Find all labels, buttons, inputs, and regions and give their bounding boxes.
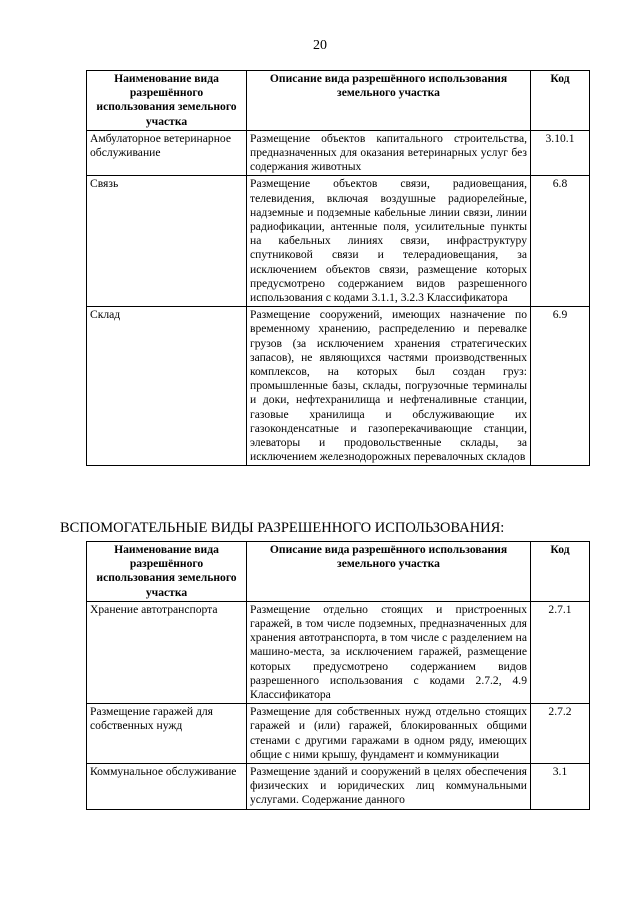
header-name: Наименование вида разрешённого использования земельного участка — [87, 71, 247, 131]
use-name: Склад — [87, 307, 247, 466]
use-code: 2.7.1 — [531, 601, 590, 703]
use-description: Размещение объектов связи, радиовещания, телевидения, включая воздушные радиорелейные, надземные и подземные кабельные линии связи, линии радиофикации, антенные поля, усилительные пункты на кабельных линиях связи, инфраструктуру спутниковой связи и телерадиовещания, за исключением объектов связи, размещение которых предусмотрено содержанием видов разрешенного использования с кодами 3.1.1, 3.2.3 Классификатора — [247, 176, 531, 307]
use-code: 6.9 — [531, 307, 590, 466]
table-header-row — [87, 542, 590, 602]
table-header-row — [87, 71, 590, 131]
use-name: Связь — [87, 176, 247, 307]
header-code: Код — [531, 542, 590, 602]
auxiliary-uses-table — [86, 541, 590, 810]
main-uses-table — [86, 70, 590, 466]
use-description: Размещение объектов капитального строительства, предназначенных для оказания ветеринарных услуг без содержания животных — [247, 130, 531, 176]
table-row — [87, 601, 590, 703]
use-description: Размещение отдельно стоящих и пристроенных гаражей, в том числе подземных, предназначенных для хранения автотранспорта, в том числе с разделением на машино-места, за исключением гаражей, размещение которых предусмотрено содержанием видов разрешенного использования с кодами 2.7.2, 4.9 Классификатора — [247, 601, 531, 703]
use-description: Размещение зданий и сооружений в целях обеспечения физических и юридических лиц коммунальными услугами. Содержание данного — [247, 764, 531, 810]
table-row — [87, 176, 590, 307]
table-row — [87, 764, 590, 810]
use-code: 6.8 — [531, 176, 590, 307]
table-row — [87, 704, 590, 764]
header-name: Наименование вида разрешённого использования земельного участка — [87, 542, 247, 602]
use-code: 3.10.1 — [531, 130, 590, 176]
use-description: Размещение сооружений, имеющих назначение по временному хранению, распределению и перевалке грузов (за исключением хранения стратегических запасов), не являющихся частями производственных комплексов, на которых был создан груз: промышленные базы, склады, погрузочные терминалы и доки, нефтехранилища и нефтеналивные станции, газовые хранилища и обслуживающие их газоконденсатные и газоперекачивающие станции, элеваторы и продовольственные склады, за исключением железнодорожных перевалочных складов — [247, 307, 531, 466]
use-name: Размещение гаражей для собственных нужд — [87, 704, 247, 764]
table-row — [87, 307, 590, 466]
page-number: 20 — [313, 38, 327, 53]
header-description: Описание вида разрешённого использования земельного участка — [247, 71, 531, 131]
header-code: Код — [531, 71, 590, 131]
use-name: Амбулаторное ветеринарное обслуживание — [87, 130, 247, 176]
section-heading: ВСПОМОГАТЕЛЬНЫЕ ВИДЫ РАЗРЕШЕННОГО ИСПОЛЬЗОВАНИЯ: — [60, 520, 505, 536]
use-code: 3.1 — [531, 764, 590, 810]
header-description: Описание вида разрешённого использования земельного участка — [247, 542, 531, 602]
use-name: Хранение автотранспорта — [87, 601, 247, 703]
table-row — [87, 130, 590, 176]
use-code: 2.7.2 — [531, 704, 590, 764]
use-name: Коммунальное обслуживание — [87, 764, 247, 810]
use-description: Размещение для собственных нужд отдельно стоящих гаражей и (или) гаражей, блокированных общими стенами с другими гаражами в одном ряду, имеющих общие с ними крышу, фундамент и коммуникации — [247, 704, 531, 764]
